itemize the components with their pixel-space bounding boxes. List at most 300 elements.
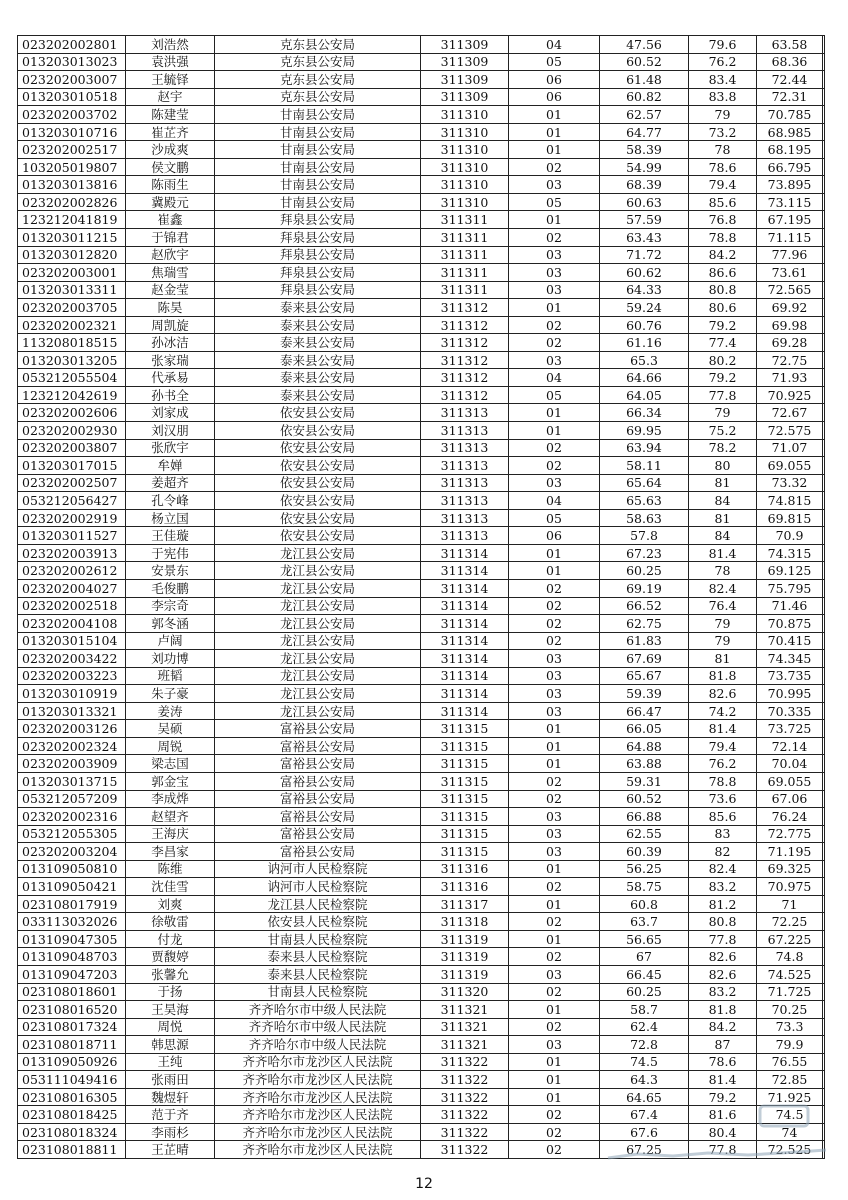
employer-cell: 富裕县公安局 — [215, 808, 421, 826]
candidate-name-cell: 周锐 — [126, 737, 215, 755]
total-score-cell: 74.315 — [757, 544, 823, 562]
spacer-cell — [823, 141, 825, 159]
position-code-cell: 311314 — [421, 702, 509, 720]
spacer-cell — [823, 71, 825, 89]
written-score-cell: 65.3 — [600, 351, 689, 369]
post-number-cell: 03 — [509, 474, 600, 492]
table-row — [18, 948, 825, 966]
post-number-cell: 02 — [509, 316, 600, 334]
employer-cell: 克东县公安局 — [215, 88, 421, 106]
spacer-cell — [823, 1071, 825, 1089]
position-code-cell: 311318 — [421, 913, 509, 931]
interview-score-cell: 84.2 — [689, 1018, 757, 1036]
exam-number-cell: 023202002801 — [18, 36, 126, 54]
exam-number-cell: 103205019807 — [18, 158, 126, 176]
candidate-name-cell: 卢阔 — [126, 632, 215, 650]
exam-number-cell: 013203013205 — [18, 351, 126, 369]
interview-score-cell: 78 — [689, 141, 757, 159]
employer-cell: 拜泉县公安局 — [215, 211, 421, 229]
exam-number-cell: 023202002517 — [18, 141, 126, 159]
exam-number-cell: 023202002930 — [18, 422, 126, 440]
spacer-cell — [823, 106, 825, 124]
exam-number-cell: 053212055504 — [18, 369, 126, 387]
candidate-name-cell: 赵望齐 — [126, 808, 215, 826]
table-row — [18, 281, 825, 299]
exam-number-cell: 013203013311 — [18, 281, 126, 299]
position-code-cell: 311322 — [421, 1071, 509, 1089]
employer-cell: 龙江县公安局 — [215, 702, 421, 720]
exam-number-cell: 053111049416 — [18, 1071, 126, 1089]
interview-score-cell: 79.4 — [689, 176, 757, 194]
candidate-name-cell: 李昌家 — [126, 843, 215, 861]
interview-score-cell: 79 — [689, 632, 757, 650]
employer-cell: 龙江县公安局 — [215, 579, 421, 597]
total-score-cell: 67.225 — [757, 930, 823, 948]
table-row — [18, 141, 825, 159]
post-number-cell: 02 — [509, 1106, 600, 1124]
employer-cell: 依安县公安局 — [215, 439, 421, 457]
exam-number-cell: 023108016305 — [18, 1088, 126, 1106]
interview-score-cell: 78.8 — [689, 772, 757, 790]
written-score-cell: 60.82 — [600, 88, 689, 106]
post-number-cell: 01 — [509, 422, 600, 440]
exam-number-cell: 123212041819 — [18, 211, 126, 229]
position-code-cell: 311309 — [421, 88, 509, 106]
written-score-cell: 67 — [600, 948, 689, 966]
position-code-cell: 311312 — [421, 351, 509, 369]
post-number-cell: 02 — [509, 158, 600, 176]
post-number-cell: 03 — [509, 281, 600, 299]
candidate-name-cell: 朱子豪 — [126, 685, 215, 703]
employer-cell: 依安县公安局 — [215, 527, 421, 545]
employer-cell: 齐齐哈尔市龙沙区人民法院 — [215, 1053, 421, 1071]
exam-number-cell: 023202003001 — [18, 264, 126, 282]
candidate-name-cell: 陈维 — [126, 860, 215, 878]
spacer-cell — [823, 1036, 825, 1054]
total-score-cell: 69.98 — [757, 316, 823, 334]
post-number-cell: 05 — [509, 53, 600, 71]
total-score-cell: 73.32 — [757, 474, 823, 492]
employer-cell: 甘南县公安局 — [215, 158, 421, 176]
exam-number-cell: 013203010716 — [18, 123, 126, 141]
table-row — [18, 930, 825, 948]
post-number-cell: 01 — [509, 755, 600, 773]
written-score-cell: 60.8 — [600, 895, 689, 913]
table-row — [18, 386, 825, 404]
interview-score-cell: 82 — [689, 843, 757, 861]
exam-number-cell: 023202002507 — [18, 474, 126, 492]
total-score-cell: 69.055 — [757, 772, 823, 790]
position-code-cell: 311314 — [421, 685, 509, 703]
written-score-cell: 60.62 — [600, 264, 689, 282]
interview-score-cell: 76.8 — [689, 211, 757, 229]
position-code-cell: 311314 — [421, 544, 509, 562]
table-row — [18, 843, 825, 861]
interview-score-cell: 83.2 — [689, 878, 757, 896]
post-number-cell: 01 — [509, 404, 600, 422]
table-row — [18, 509, 825, 527]
candidate-name-cell: 牟婵 — [126, 457, 215, 475]
table-row — [18, 878, 825, 896]
post-number-cell: 01 — [509, 895, 600, 913]
written-score-cell: 61.48 — [600, 71, 689, 89]
employer-cell: 讷河市人民检察院 — [215, 860, 421, 878]
position-code-cell: 311321 — [421, 1001, 509, 1019]
employer-cell: 泰来县公安局 — [215, 299, 421, 317]
post-number-cell: 02 — [509, 878, 600, 896]
table-body — [18, 36, 825, 1159]
position-code-cell: 311322 — [421, 1106, 509, 1124]
total-score-cell: 70.335 — [757, 702, 823, 720]
written-score-cell: 56.65 — [600, 930, 689, 948]
table-row — [18, 316, 825, 334]
written-score-cell: 57.59 — [600, 211, 689, 229]
interview-score-cell: 79.2 — [689, 316, 757, 334]
position-code-cell: 311310 — [421, 123, 509, 141]
spacer-cell — [823, 1106, 825, 1124]
employer-cell: 拜泉县公安局 — [215, 264, 421, 282]
written-score-cell: 58.63 — [600, 509, 689, 527]
total-score-cell: 72.44 — [757, 71, 823, 89]
spacer-cell — [823, 36, 825, 54]
spacer-cell — [823, 386, 825, 404]
employer-cell: 龙江县公安局 — [215, 685, 421, 703]
candidate-name-cell: 安景东 — [126, 562, 215, 580]
written-score-cell: 66.05 — [600, 720, 689, 738]
candidate-name-cell: 孙冰洁 — [126, 334, 215, 352]
spacer-cell — [823, 808, 825, 826]
interview-score-cell: 76.2 — [689, 755, 757, 773]
interview-score-cell: 81.4 — [689, 1071, 757, 1089]
table-row — [18, 983, 825, 1001]
table-row — [18, 158, 825, 176]
written-score-cell: 67.23 — [600, 544, 689, 562]
written-score-cell: 58.11 — [600, 457, 689, 475]
exam-number-cell: 023202003913 — [18, 544, 126, 562]
employer-cell: 富裕县公安局 — [215, 772, 421, 790]
spacer-cell — [823, 720, 825, 738]
total-score-cell: 69.92 — [757, 299, 823, 317]
position-code-cell: 311313 — [421, 404, 509, 422]
spacer-cell — [823, 702, 825, 720]
employer-cell: 克东县公安局 — [215, 71, 421, 89]
written-score-cell: 63.43 — [600, 229, 689, 247]
spacer-cell — [823, 509, 825, 527]
employer-cell: 龙江县公安局 — [215, 667, 421, 685]
exam-number-cell: 023202002316 — [18, 808, 126, 826]
exam-number-cell: 013203011215 — [18, 229, 126, 247]
post-number-cell: 02 — [509, 1018, 600, 1036]
employer-cell: 泰来县公安局 — [215, 334, 421, 352]
candidate-name-cell: 赵金莹 — [126, 281, 215, 299]
candidate-name-cell: 周凯旋 — [126, 316, 215, 334]
written-score-cell: 65.64 — [600, 474, 689, 492]
spacer-cell — [823, 878, 825, 896]
total-score-cell: 71.195 — [757, 843, 823, 861]
written-score-cell: 67.4 — [600, 1106, 689, 1124]
written-score-cell: 58.39 — [600, 141, 689, 159]
written-score-cell: 67.6 — [600, 1123, 689, 1141]
employer-cell: 拜泉县公安局 — [215, 246, 421, 264]
written-score-cell: 58.7 — [600, 1001, 689, 1019]
position-code-cell: 311310 — [421, 158, 509, 176]
candidate-name-cell: 赵欣宇 — [126, 246, 215, 264]
interview-score-cell: 81.4 — [689, 544, 757, 562]
candidate-name-cell: 李成烨 — [126, 790, 215, 808]
written-score-cell: 64.3 — [600, 1071, 689, 1089]
employer-cell: 泰来县公安局 — [215, 316, 421, 334]
exam-number-cell: 023108018425 — [18, 1106, 126, 1124]
interview-score-cell: 82.6 — [689, 685, 757, 703]
total-score-cell: 70.785 — [757, 106, 823, 124]
interview-score-cell: 77.4 — [689, 334, 757, 352]
table-row — [18, 527, 825, 545]
position-code-cell: 311314 — [421, 667, 509, 685]
written-score-cell: 56.25 — [600, 860, 689, 878]
table-row — [18, 1123, 825, 1141]
post-number-cell: 01 — [509, 211, 600, 229]
written-score-cell: 61.83 — [600, 632, 689, 650]
written-score-cell: 66.88 — [600, 808, 689, 826]
spacer-cell — [823, 123, 825, 141]
total-score-cell: 74.815 — [757, 492, 823, 510]
spacer-cell — [823, 1123, 825, 1141]
position-code-cell: 311313 — [421, 457, 509, 475]
written-score-cell: 61.16 — [600, 334, 689, 352]
spacer-cell — [823, 264, 825, 282]
interview-score-cell: 79.4 — [689, 737, 757, 755]
total-score-cell: 73.3 — [757, 1018, 823, 1036]
table-row — [18, 579, 825, 597]
total-score-cell: 72.85 — [757, 1071, 823, 1089]
position-code-cell: 311312 — [421, 316, 509, 334]
table-row — [18, 1141, 825, 1159]
position-code-cell: 311312 — [421, 299, 509, 317]
written-score-cell: 64.65 — [600, 1088, 689, 1106]
post-number-cell: 02 — [509, 1123, 600, 1141]
interview-score-cell: 84.2 — [689, 246, 757, 264]
written-score-cell: 57.8 — [600, 527, 689, 545]
total-score-cell: 69.815 — [757, 509, 823, 527]
interview-score-cell: 81 — [689, 474, 757, 492]
candidate-name-cell: 姜超齐 — [126, 474, 215, 492]
spacer-cell — [823, 755, 825, 773]
written-score-cell: 60.52 — [600, 53, 689, 71]
position-code-cell: 311315 — [421, 790, 509, 808]
employer-cell: 拜泉县公安局 — [215, 281, 421, 299]
employer-cell: 依安县公安局 — [215, 457, 421, 475]
candidate-name-cell: 于宪伟 — [126, 544, 215, 562]
employer-cell: 泰来县人民检察院 — [215, 965, 421, 983]
total-score-cell: 66.795 — [757, 158, 823, 176]
candidate-name-cell: 沈佳雪 — [126, 878, 215, 896]
written-score-cell: 63.88 — [600, 755, 689, 773]
exam-number-cell: 023202002606 — [18, 404, 126, 422]
table-row — [18, 632, 825, 650]
post-number-cell: 04 — [509, 492, 600, 510]
table-row — [18, 1088, 825, 1106]
candidate-name-cell: 张家瑞 — [126, 351, 215, 369]
candidate-name-cell: 崔鑫 — [126, 211, 215, 229]
spacer-cell — [823, 965, 825, 983]
spacer-cell — [823, 930, 825, 948]
table-row — [18, 1071, 825, 1089]
employer-cell: 齐齐哈尔市龙沙区人民法院 — [215, 1141, 421, 1159]
spacer-cell — [823, 860, 825, 878]
post-number-cell: 03 — [509, 650, 600, 668]
spacer-cell — [823, 176, 825, 194]
spacer-cell — [823, 772, 825, 790]
score-table-container — [17, 35, 825, 1159]
exam-number-cell: 053212055305 — [18, 825, 126, 843]
employer-cell: 龙江县公安局 — [215, 650, 421, 668]
employer-cell: 富裕县公安局 — [215, 825, 421, 843]
position-code-cell: 311315 — [421, 772, 509, 790]
post-number-cell: 01 — [509, 860, 600, 878]
post-number-cell: 01 — [509, 562, 600, 580]
total-score-cell: 71.925 — [757, 1088, 823, 1106]
interview-score-cell: 78.2 — [689, 439, 757, 457]
post-number-cell: 03 — [509, 965, 600, 983]
exam-number-cell: 013203012820 — [18, 246, 126, 264]
spacer-cell — [823, 527, 825, 545]
interview-score-cell: 80 — [689, 457, 757, 475]
total-score-cell: 70.9 — [757, 527, 823, 545]
candidate-name-cell: 袁洪强 — [126, 53, 215, 71]
written-score-cell: 69.19 — [600, 579, 689, 597]
table-row — [18, 422, 825, 440]
position-code-cell: 311319 — [421, 965, 509, 983]
interview-score-cell: 84 — [689, 492, 757, 510]
employer-cell: 富裕县公安局 — [215, 737, 421, 755]
exam-number-cell: 013109050926 — [18, 1053, 126, 1071]
total-score-cell: 68.36 — [757, 53, 823, 71]
table-row — [18, 439, 825, 457]
employer-cell: 富裕县公安局 — [215, 720, 421, 738]
interview-score-cell: 80.6 — [689, 299, 757, 317]
interview-score-cell: 79.6 — [689, 36, 757, 54]
employer-cell: 泰来县公安局 — [215, 351, 421, 369]
table-row — [18, 123, 825, 141]
total-score-cell: 71.115 — [757, 229, 823, 247]
written-score-cell: 64.66 — [600, 369, 689, 387]
interview-score-cell: 73.6 — [689, 790, 757, 808]
position-code-cell: 311309 — [421, 53, 509, 71]
post-number-cell: 03 — [509, 667, 600, 685]
spacer-cell — [823, 948, 825, 966]
total-score-cell: 72.525 — [757, 1141, 823, 1159]
total-score-cell: 77.96 — [757, 246, 823, 264]
position-code-cell: 311315 — [421, 755, 509, 773]
exam-number-cell: 113208018515 — [18, 334, 126, 352]
exam-number-cell: 023202003807 — [18, 439, 126, 457]
spacer-cell — [823, 667, 825, 685]
candidate-name-cell: 范于齐 — [126, 1106, 215, 1124]
spacer-cell — [823, 457, 825, 475]
spacer-cell — [823, 895, 825, 913]
post-number-cell: 02 — [509, 334, 600, 352]
written-score-cell: 62.75 — [600, 615, 689, 633]
candidate-name-cell: 张雨田 — [126, 1071, 215, 1089]
interview-score-cell: 79.2 — [689, 369, 757, 387]
written-score-cell: 60.25 — [600, 983, 689, 1001]
table-row — [18, 1018, 825, 1036]
interview-score-cell: 81.8 — [689, 1001, 757, 1019]
interview-score-cell: 83.4 — [689, 71, 757, 89]
table-row — [18, 1036, 825, 1054]
candidate-name-cell: 侯文鹏 — [126, 158, 215, 176]
total-score-cell: 73.61 — [757, 264, 823, 282]
candidate-name-cell: 周悦 — [126, 1018, 215, 1036]
exam-number-cell: 023202003702 — [18, 106, 126, 124]
position-code-cell: 311310 — [421, 141, 509, 159]
post-number-cell: 02 — [509, 1141, 600, 1159]
employer-cell: 克东县公安局 — [215, 53, 421, 71]
post-number-cell: 03 — [509, 843, 600, 861]
employer-cell: 泰来县人民检察院 — [215, 948, 421, 966]
table-row — [18, 702, 825, 720]
employer-cell: 依安县公安局 — [215, 404, 421, 422]
position-code-cell: 311313 — [421, 439, 509, 457]
position-code-cell: 311311 — [421, 229, 509, 247]
post-number-cell: 02 — [509, 772, 600, 790]
candidate-name-cell: 王纯 — [126, 1053, 215, 1071]
candidate-name-cell: 毛俊鹏 — [126, 579, 215, 597]
spacer-cell — [823, 369, 825, 387]
employer-cell: 甘南县公安局 — [215, 106, 421, 124]
written-score-cell: 67.25 — [600, 1141, 689, 1159]
position-code-cell: 311312 — [421, 334, 509, 352]
total-score-cell: 63.58 — [757, 36, 823, 54]
position-code-cell: 311322 — [421, 1053, 509, 1071]
candidate-name-cell: 贾馥婷 — [126, 948, 215, 966]
candidate-name-cell: 冀殿元 — [126, 193, 215, 211]
exam-number-cell: 023202002612 — [18, 562, 126, 580]
written-score-cell: 58.75 — [600, 878, 689, 896]
table-row — [18, 176, 825, 194]
employer-cell: 依安县公安局 — [215, 509, 421, 527]
written-score-cell: 60.52 — [600, 790, 689, 808]
total-score-cell: 71.07 — [757, 439, 823, 457]
exam-number-cell: 123212042619 — [18, 386, 126, 404]
exam-number-cell: 023108018711 — [18, 1036, 126, 1054]
table-row — [18, 597, 825, 615]
written-score-cell: 74.5 — [600, 1053, 689, 1071]
table-row — [18, 1053, 825, 1071]
written-score-cell: 59.31 — [600, 772, 689, 790]
interview-score-cell: 85.6 — [689, 808, 757, 826]
total-score-cell: 69.28 — [757, 334, 823, 352]
exam-number-cell: 023202003204 — [18, 843, 126, 861]
interview-score-cell: 80.2 — [689, 351, 757, 369]
table-row — [18, 808, 825, 826]
employer-cell: 龙江县人民检察院 — [215, 895, 421, 913]
table-row — [18, 650, 825, 668]
interview-score-cell: 76.4 — [689, 597, 757, 615]
post-number-cell: 02 — [509, 579, 600, 597]
position-code-cell: 311313 — [421, 527, 509, 545]
post-number-cell: 01 — [509, 141, 600, 159]
spacer-cell — [823, 88, 825, 106]
post-number-cell: 06 — [509, 88, 600, 106]
interview-score-cell: 74.2 — [689, 702, 757, 720]
total-score-cell: 68.195 — [757, 141, 823, 159]
interview-score-cell: 81 — [689, 509, 757, 527]
employer-cell: 甘南县公安局 — [215, 141, 421, 159]
interview-score-cell: 83.8 — [689, 88, 757, 106]
employer-cell: 齐齐哈尔市龙沙区人民法院 — [215, 1106, 421, 1124]
position-code-cell: 311315 — [421, 720, 509, 738]
